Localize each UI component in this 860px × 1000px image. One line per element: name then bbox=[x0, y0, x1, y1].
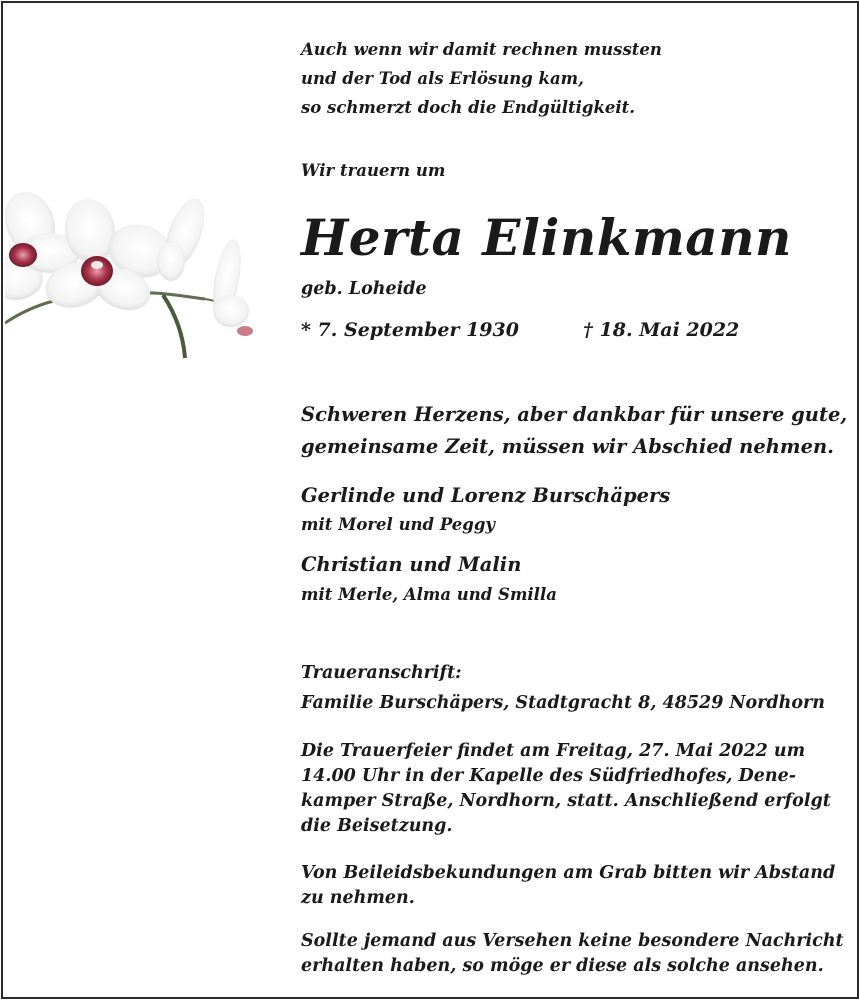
family-members: mit Merle, Alma und Smilla bbox=[301, 585, 557, 604]
farewell-line: gemeinsame Zeit, müssen wir Abschied nehmen. bbox=[301, 435, 834, 458]
obituary-card bbox=[1, 1, 859, 999]
service-line: Die Trauerfeier findet am Freitag, 27. Mai 2022 um bbox=[301, 741, 806, 761]
family-name: Christian und Malin bbox=[301, 553, 522, 576]
service-line: 14.00 Uhr in der Kapelle des Südfriedhofes, Dene- bbox=[301, 766, 796, 786]
verse bbox=[301, 35, 662, 122]
family-name: Gerlinde und Lorenz Burschäpers bbox=[301, 484, 671, 507]
verse-line: so schmerzt doch die Endgültigkeit. bbox=[301, 98, 636, 117]
orchid-flower-image bbox=[5, 183, 265, 363]
farewell-line: Schweren Herzens, aber dankbar für unsere gute, bbox=[301, 403, 848, 426]
family-members: mit Morel und Peggy bbox=[301, 515, 495, 534]
deceased-name: Herta Elinkmann bbox=[301, 208, 792, 267]
condolence-line: Von Beileidsbekundungen am Grab bitten wir Abstand bbox=[301, 863, 836, 883]
service-line: kamper Straße, Nordhorn, statt. Anschließend erfolgt bbox=[301, 791, 831, 811]
verse-line: Auch wenn wir damit rechnen mussten bbox=[301, 40, 662, 59]
notice-line: Sollte jemand aus Versehen keine besondere Nachricht bbox=[301, 931, 844, 951]
address-label: Traueranschrift: bbox=[301, 663, 462, 683]
notice-line: erhalten haben, so möge er diese als solche ansehen. bbox=[301, 956, 824, 976]
address-line: Familie Burschäpers, Stadtgracht 8, 48529 Nordhorn bbox=[301, 693, 825, 713]
death-date: † 18. Mai 2022 bbox=[583, 319, 740, 341]
birth-date: * 7. September 1930 bbox=[301, 319, 519, 341]
funeral-service-info bbox=[301, 739, 831, 839]
notification-note bbox=[301, 929, 844, 979]
verse-line: und der Tod als Erlösung kam, bbox=[301, 69, 584, 88]
condolence-note bbox=[301, 861, 835, 911]
maiden-name: geb. Loheide bbox=[301, 279, 427, 299]
farewell-text bbox=[301, 399, 847, 463]
service-line: die Beisetzung. bbox=[301, 816, 453, 836]
condolence-line: zu nehmen. bbox=[301, 888, 415, 908]
mourning-line: Wir trauern um bbox=[301, 161, 446, 180]
